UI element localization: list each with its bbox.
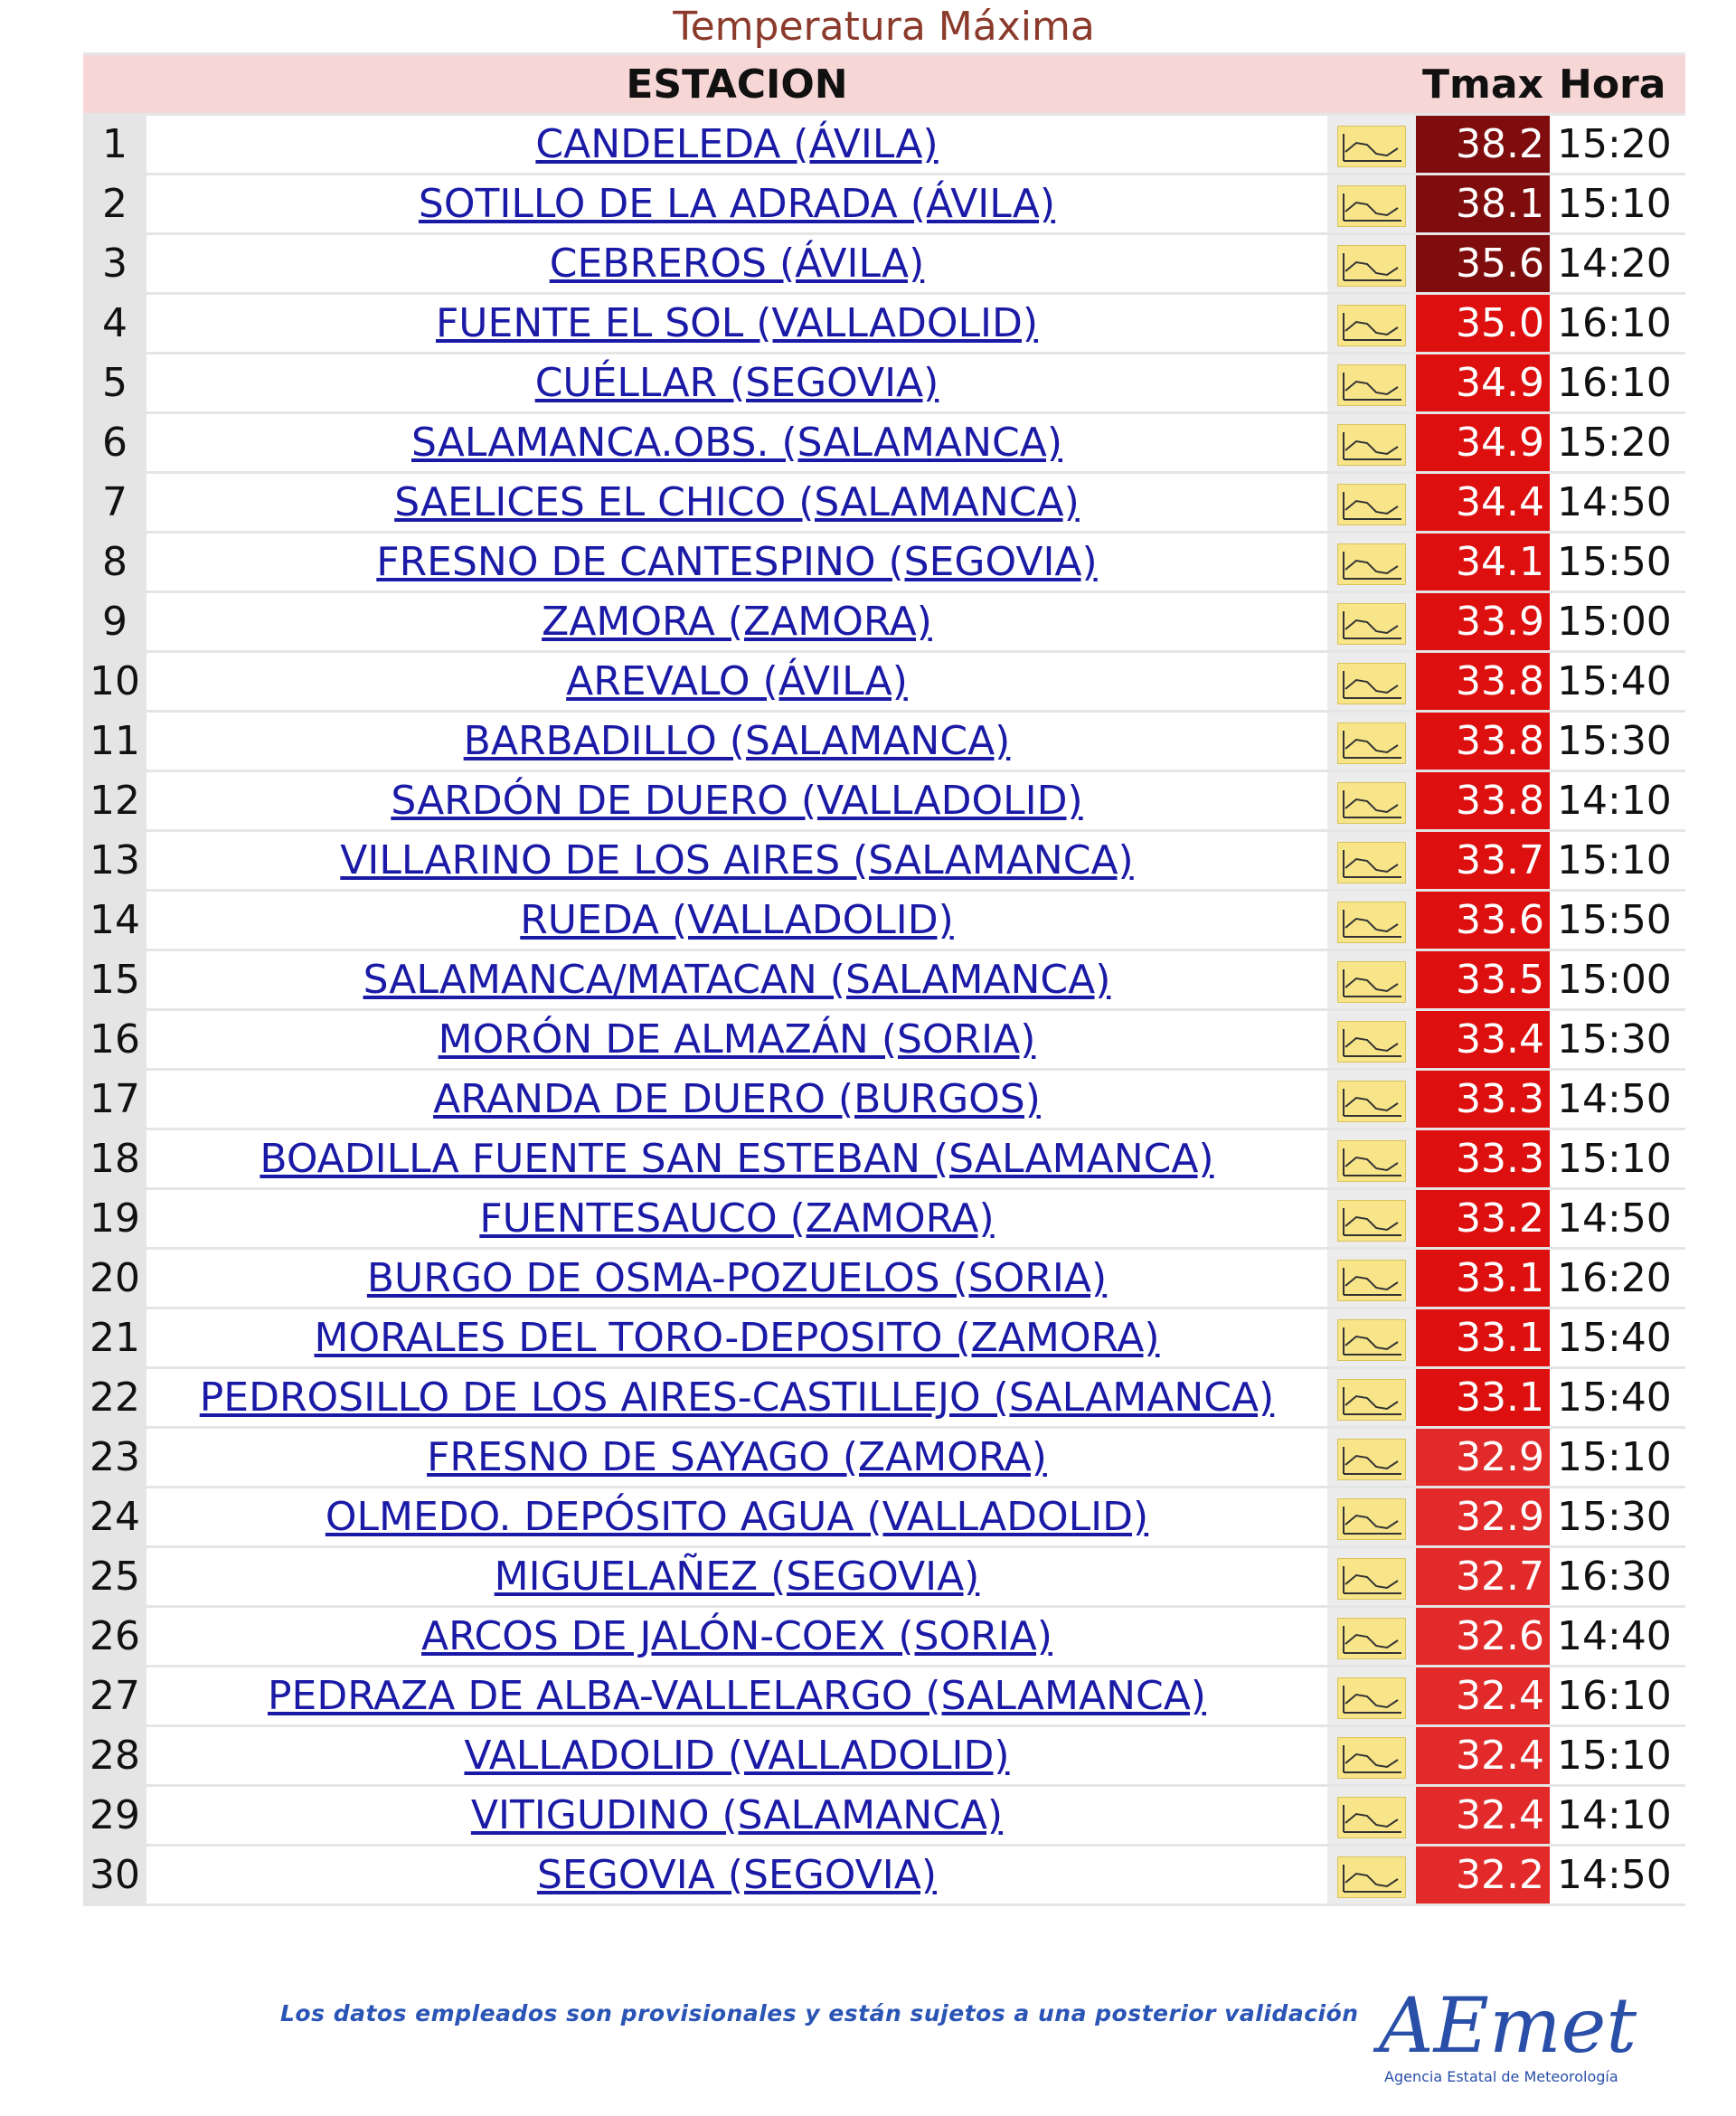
tmax-cell: 32.7 — [1416, 1548, 1550, 1605]
table-row — [83, 414, 1685, 471]
table-row — [83, 1847, 1685, 1903]
tmax-column-header: Tmax — [1416, 55, 1550, 113]
station-link[interactable]: ARANDA DE DUERO (BURGOS) — [433, 1076, 1041, 1122]
table-row — [83, 1011, 1685, 1068]
graph-cell — [1327, 1190, 1416, 1247]
station-link[interactable]: BOADILLA FUENTE SAN ESTEBAN (SALAMANCA) — [259, 1136, 1214, 1182]
aemet-logo — [1379, 1981, 1650, 2102]
rank-cell: 26 — [83, 1608, 146, 1665]
line-chart-icon[interactable] — [1337, 1081, 1406, 1122]
tmax-cell: 32.4 — [1416, 1727, 1550, 1784]
line-chart-icon[interactable] — [1337, 603, 1406, 645]
station-cell — [146, 235, 1327, 292]
hora-column-header: Hora — [1550, 55, 1685, 113]
tmax-cell: 33.8 — [1416, 772, 1550, 829]
tmax-cell: 33.5 — [1416, 951, 1550, 1008]
table-body — [83, 116, 1685, 1903]
hora-cell: 15:10 — [1550, 1130, 1685, 1187]
graph-cell — [1327, 1608, 1416, 1665]
hora-cell: 15:20 — [1550, 414, 1685, 471]
rank-cell: 21 — [83, 1309, 146, 1366]
rank-cell: 17 — [83, 1071, 146, 1128]
station-link[interactable]: BARBADILLO (SALAMANCA) — [463, 718, 1011, 764]
hora-cell: 15:10 — [1550, 175, 1685, 232]
station-cell — [146, 951, 1327, 1008]
graph-cell — [1327, 474, 1416, 531]
station-link[interactable]: FRESNO DE SAYAGO (ZAMORA) — [427, 1434, 1047, 1480]
hora-cell: 15:10 — [1550, 832, 1685, 889]
station-cell — [146, 593, 1327, 650]
hora-cell: 15:00 — [1550, 593, 1685, 650]
station-cell — [146, 1369, 1327, 1426]
rank-cell: 1 — [83, 116, 146, 173]
table-row — [83, 1190, 1685, 1247]
table-row — [83, 1727, 1685, 1784]
station-cell — [146, 1727, 1327, 1784]
station-cell — [146, 1190, 1327, 1247]
graph-cell — [1327, 534, 1416, 590]
hora-cell: 14:10 — [1550, 1787, 1685, 1844]
station-cell — [146, 116, 1327, 173]
station-link[interactable]: SALAMANCA/MATACAN (SALAMANCA) — [363, 957, 1111, 1003]
hora-cell: 15:10 — [1550, 1727, 1685, 1784]
station-link[interactable]: FRESNO DE CANTESPINO (SEGOVIA) — [376, 539, 1098, 585]
hora-cell: 15:50 — [1550, 892, 1685, 949]
line-chart-icon[interactable] — [1337, 1677, 1406, 1719]
tmax-cell: 33.2 — [1416, 1190, 1550, 1247]
tmax-cell: 33.1 — [1416, 1309, 1550, 1366]
table-row — [83, 1667, 1685, 1724]
hora-cell: 15:40 — [1550, 1309, 1685, 1366]
line-chart-icon[interactable] — [1337, 1856, 1406, 1898]
rank-column-header — [83, 55, 146, 113]
graph-cell — [1327, 1548, 1416, 1605]
rank-cell: 23 — [83, 1429, 146, 1486]
rank-cell: 19 — [83, 1190, 146, 1247]
line-chart-icon[interactable] — [1337, 1797, 1406, 1838]
graph-cell — [1327, 1727, 1416, 1784]
graph-cell — [1327, 832, 1416, 889]
station-cell — [146, 1787, 1327, 1844]
line-chart-icon[interactable] — [1337, 842, 1406, 883]
station-cell — [146, 653, 1327, 710]
hora-cell: 16:20 — [1550, 1250, 1685, 1307]
tmax-cell: 32.4 — [1416, 1667, 1550, 1724]
graph-cell — [1327, 593, 1416, 650]
station-cell — [146, 1071, 1327, 1128]
hora-cell: 14:20 — [1550, 235, 1685, 292]
tmax-cell: 33.3 — [1416, 1071, 1550, 1128]
table-row — [83, 1071, 1685, 1128]
table-row — [83, 1608, 1685, 1665]
graph-cell — [1327, 175, 1416, 232]
graph-cell — [1327, 1309, 1416, 1366]
rank-cell: 18 — [83, 1130, 146, 1187]
hora-cell: 16:10 — [1550, 295, 1685, 352]
graph-cell — [1327, 354, 1416, 411]
tmax-cell: 34.4 — [1416, 474, 1550, 531]
station-cell — [146, 713, 1327, 770]
station-cell — [146, 1429, 1327, 1486]
table-row — [83, 713, 1685, 770]
rank-cell: 6 — [83, 414, 146, 471]
table-row — [83, 1309, 1685, 1366]
rank-cell: 22 — [83, 1369, 146, 1426]
station-link[interactable]: MORALES DEL TORO-DEPOSITO (ZAMORA) — [314, 1315, 1160, 1361]
station-link[interactable]: SOTILLO DE LA ADRADA (ÁVILA) — [418, 181, 1056, 227]
line-chart-icon[interactable] — [1337, 1737, 1406, 1779]
rank-cell: 8 — [83, 534, 146, 590]
table-row — [83, 1369, 1685, 1426]
station-link[interactable]: ZAMORA (ZAMORA) — [542, 599, 932, 645]
hora-cell: 16:10 — [1550, 1667, 1685, 1724]
station-link[interactable]: FUENTESAUCO (ZAMORA) — [479, 1195, 995, 1242]
graph-cell — [1327, 1787, 1416, 1844]
line-chart-icon[interactable] — [1337, 1319, 1406, 1361]
graph-column-header — [1327, 55, 1416, 113]
line-chart-icon[interactable] — [1337, 543, 1406, 585]
graph-cell — [1327, 235, 1416, 292]
graph-cell — [1327, 1667, 1416, 1724]
station-cell — [146, 772, 1327, 829]
station-link[interactable]: AREVALO (ÁVILA) — [566, 658, 908, 704]
station-link[interactable]: OLMEDO. DEPÓSITO AGUA (VALLADOLID) — [325, 1494, 1149, 1540]
station-link[interactable]: VALLADOLID (VALLADOLID) — [464, 1733, 1010, 1779]
graph-cell — [1327, 116, 1416, 173]
station-link[interactable]: PEDRAZA DE ALBA-VALLELARGO (SALAMANCA) — [268, 1673, 1206, 1719]
station-link[interactable]: VILLARINO DE LOS AIRES (SALAMANCA) — [340, 837, 1134, 883]
rank-cell: 25 — [83, 1548, 146, 1605]
line-chart-icon[interactable] — [1337, 1498, 1406, 1540]
rank-cell: 14 — [83, 892, 146, 949]
station-cell — [146, 414, 1327, 471]
table-row — [83, 892, 1685, 949]
table-row — [83, 235, 1685, 292]
table-row — [83, 1488, 1685, 1545]
station-cell — [146, 175, 1327, 232]
station-link[interactable]: CUÉLLAR (SEGOVIA) — [534, 360, 939, 406]
rank-cell: 24 — [83, 1488, 146, 1545]
tmax-cell: 33.7 — [1416, 832, 1550, 889]
table-row — [83, 175, 1685, 232]
tmax-cell: 34.9 — [1416, 354, 1550, 411]
tmax-cell: 32.9 — [1416, 1429, 1550, 1486]
station-cell — [146, 832, 1327, 889]
station-link[interactable]: VITIGUDINO (SALAMANCA) — [470, 1792, 1004, 1838]
line-chart-icon[interactable] — [1337, 1439, 1406, 1480]
hora-cell: 15:50 — [1550, 534, 1685, 590]
table-row — [83, 653, 1685, 710]
line-chart-icon[interactable] — [1337, 245, 1406, 287]
line-chart-icon[interactable] — [1337, 1379, 1406, 1421]
line-chart-icon[interactable] — [1337, 305, 1406, 346]
station-link[interactable]: SEGOVIA (SEGOVIA) — [536, 1852, 938, 1898]
hora-cell: 15:40 — [1550, 653, 1685, 710]
station-link[interactable]: RUEDA (VALLADOLID) — [520, 897, 954, 943]
table-row — [83, 295, 1685, 352]
graph-cell — [1327, 653, 1416, 710]
table-row — [83, 772, 1685, 829]
station-cell — [146, 1309, 1327, 1366]
station-link[interactable]: PEDROSILLO DE LOS AIRES-CASTILLEJO (SALAMANCA) — [199, 1374, 1275, 1421]
graph-cell — [1327, 1429, 1416, 1486]
table-row — [83, 354, 1685, 411]
graph-cell — [1327, 892, 1416, 949]
tmax-cell: 33.8 — [1416, 713, 1550, 770]
station-link[interactable]: CANDELEDA (ÁVILA) — [535, 121, 939, 167]
graph-cell — [1327, 1250, 1416, 1307]
tmax-cell: 33.1 — [1416, 1369, 1550, 1426]
station-cell — [146, 354, 1327, 411]
page-title: Temperatura Máxima — [673, 4, 1095, 50]
graph-cell — [1327, 713, 1416, 770]
table-row — [83, 832, 1685, 889]
hora-cell: 14:40 — [1550, 1608, 1685, 1665]
station-cell — [146, 1667, 1327, 1724]
rank-cell: 5 — [83, 354, 146, 411]
disclaimer-note: Los datos empleados son provisionales y están sujetos a una posterior validación — [280, 2000, 1359, 2026]
tmax-cell: 32.6 — [1416, 1608, 1550, 1665]
hora-cell: 15:40 — [1550, 1369, 1685, 1426]
hora-cell: 14:50 — [1550, 1190, 1685, 1247]
rank-cell: 13 — [83, 832, 146, 889]
aemet-logo-text: AEmet — [1379, 1981, 1637, 2070]
rank-cell: 29 — [83, 1787, 146, 1844]
station-cell — [146, 1548, 1327, 1605]
graph-cell — [1327, 1488, 1416, 1545]
line-chart-icon[interactable] — [1337, 1200, 1406, 1242]
station-link[interactable]: ARCOS DE JALÓN-COEX (SORIA) — [421, 1613, 1052, 1659]
line-chart-icon[interactable] — [1337, 961, 1406, 1003]
graph-cell — [1327, 1369, 1416, 1426]
tmax-cell: 33.3 — [1416, 1130, 1550, 1187]
rank-cell: 10 — [83, 653, 146, 710]
station-link[interactable]: CEBREROS (ÁVILA) — [549, 241, 925, 287]
line-chart-icon[interactable] — [1337, 185, 1406, 227]
tmax-cell: 32.2 — [1416, 1847, 1550, 1903]
line-chart-icon[interactable] — [1337, 1618, 1406, 1659]
hora-cell: 14:50 — [1550, 1071, 1685, 1128]
graph-cell — [1327, 295, 1416, 352]
tmax-cell: 32.9 — [1416, 1488, 1550, 1545]
line-chart-icon[interactable] — [1337, 782, 1406, 824]
line-chart-icon[interactable] — [1337, 723, 1406, 764]
station-link[interactable]: BURGO DE OSMA-POZUELOS (SORIA) — [366, 1255, 1108, 1301]
hora-cell: 15:30 — [1550, 1488, 1685, 1545]
tmax-cell: 35.6 — [1416, 235, 1550, 292]
table-row — [83, 474, 1685, 531]
station-link[interactable]: SALAMANCA.OBS. (SALAMANCA) — [410, 420, 1063, 466]
rank-cell: 12 — [83, 772, 146, 829]
table-row — [83, 593, 1685, 650]
line-chart-icon[interactable] — [1337, 902, 1406, 943]
graph-cell — [1327, 1847, 1416, 1903]
tmax-cell: 34.1 — [1416, 534, 1550, 590]
line-chart-icon[interactable] — [1337, 484, 1406, 525]
table-row — [83, 1787, 1685, 1844]
tmax-cell: 33.6 — [1416, 892, 1550, 949]
tmax-cell: 38.1 — [1416, 175, 1550, 232]
tmax-cell: 33.9 — [1416, 593, 1550, 650]
line-chart-icon[interactable] — [1337, 424, 1406, 466]
hora-cell: 14:50 — [1550, 1847, 1685, 1903]
graph-cell — [1327, 414, 1416, 471]
rank-cell: 9 — [83, 593, 146, 650]
max-temperature-table — [83, 52, 1685, 1906]
hora-cell: 14:10 — [1550, 772, 1685, 829]
station-link[interactable]: SARDÓN DE DUERO (VALLADOLID) — [391, 778, 1083, 824]
line-chart-icon[interactable] — [1337, 663, 1406, 704]
station-cell — [146, 1488, 1327, 1545]
rank-cell: 2 — [83, 175, 146, 232]
table-header-row — [83, 55, 1685, 113]
rank-cell: 27 — [83, 1667, 146, 1724]
station-cell — [146, 474, 1327, 531]
station-cell — [146, 1847, 1327, 1903]
table-row — [83, 1130, 1685, 1187]
line-chart-icon[interactable] — [1337, 1260, 1406, 1301]
tmax-cell: 38.2 — [1416, 116, 1550, 173]
tmax-cell: 34.9 — [1416, 414, 1550, 471]
table-row — [83, 1250, 1685, 1307]
tmax-cell: 33.1 — [1416, 1250, 1550, 1307]
hora-cell: 15:20 — [1550, 116, 1685, 173]
graph-cell — [1327, 772, 1416, 829]
rank-cell: 11 — [83, 713, 146, 770]
line-chart-icon[interactable] — [1337, 1140, 1406, 1182]
line-chart-icon[interactable] — [1337, 126, 1406, 167]
hora-cell: 15:30 — [1550, 1011, 1685, 1068]
station-cell — [146, 892, 1327, 949]
line-chart-icon[interactable] — [1337, 1021, 1406, 1063]
table-row — [83, 1429, 1685, 1486]
rank-cell: 28 — [83, 1727, 146, 1784]
tmax-cell: 33.4 — [1416, 1011, 1550, 1068]
hora-cell: 15:30 — [1550, 713, 1685, 770]
station-link[interactable]: SAELICES EL CHICO (SALAMANCA) — [394, 479, 1080, 525]
station-link[interactable]: MIGUELAÑEZ (SEGOVIA) — [494, 1554, 980, 1600]
rank-cell: 30 — [83, 1847, 146, 1903]
station-cell — [146, 1608, 1327, 1665]
graph-cell — [1327, 951, 1416, 1008]
rank-cell: 7 — [83, 474, 146, 531]
station-link[interactable]: MORÓN DE ALMAZÁN (SORIA) — [438, 1016, 1036, 1063]
table-row — [83, 1548, 1685, 1605]
tmax-cell: 32.4 — [1416, 1787, 1550, 1844]
hora-cell: 15:00 — [1550, 951, 1685, 1008]
graph-cell — [1327, 1011, 1416, 1068]
hora-cell: 16:30 — [1550, 1548, 1685, 1605]
table-row — [83, 951, 1685, 1008]
rank-cell: 20 — [83, 1250, 146, 1307]
aemet-logo-subtitle: Agencia Estatal de Meteorología — [1384, 2068, 1618, 2085]
station-cell — [146, 534, 1327, 590]
station-cell — [146, 1130, 1327, 1187]
rank-cell: 4 — [83, 295, 146, 352]
rank-cell: 3 — [83, 235, 146, 292]
table-row — [83, 534, 1685, 590]
hora-cell: 16:10 — [1550, 354, 1685, 411]
rank-cell: 15 — [83, 951, 146, 1008]
line-chart-icon[interactable] — [1337, 364, 1406, 406]
tmax-cell: 33.8 — [1416, 653, 1550, 710]
line-chart-icon[interactable] — [1337, 1558, 1406, 1600]
station-link[interactable]: FUENTE EL SOL (VALLADOLID) — [436, 300, 1038, 346]
station-cell — [146, 1250, 1327, 1307]
graph-cell — [1327, 1071, 1416, 1128]
hora-cell: 15:10 — [1550, 1429, 1685, 1486]
station-column-header: ESTACION — [146, 55, 1327, 113]
table-row — [83, 116, 1685, 173]
graph-cell — [1327, 1130, 1416, 1187]
rank-cell: 16 — [83, 1011, 146, 1068]
station-cell — [146, 295, 1327, 352]
tmax-cell: 35.0 — [1416, 295, 1550, 352]
station-cell — [146, 1011, 1327, 1068]
hora-cell: 14:50 — [1550, 474, 1685, 531]
